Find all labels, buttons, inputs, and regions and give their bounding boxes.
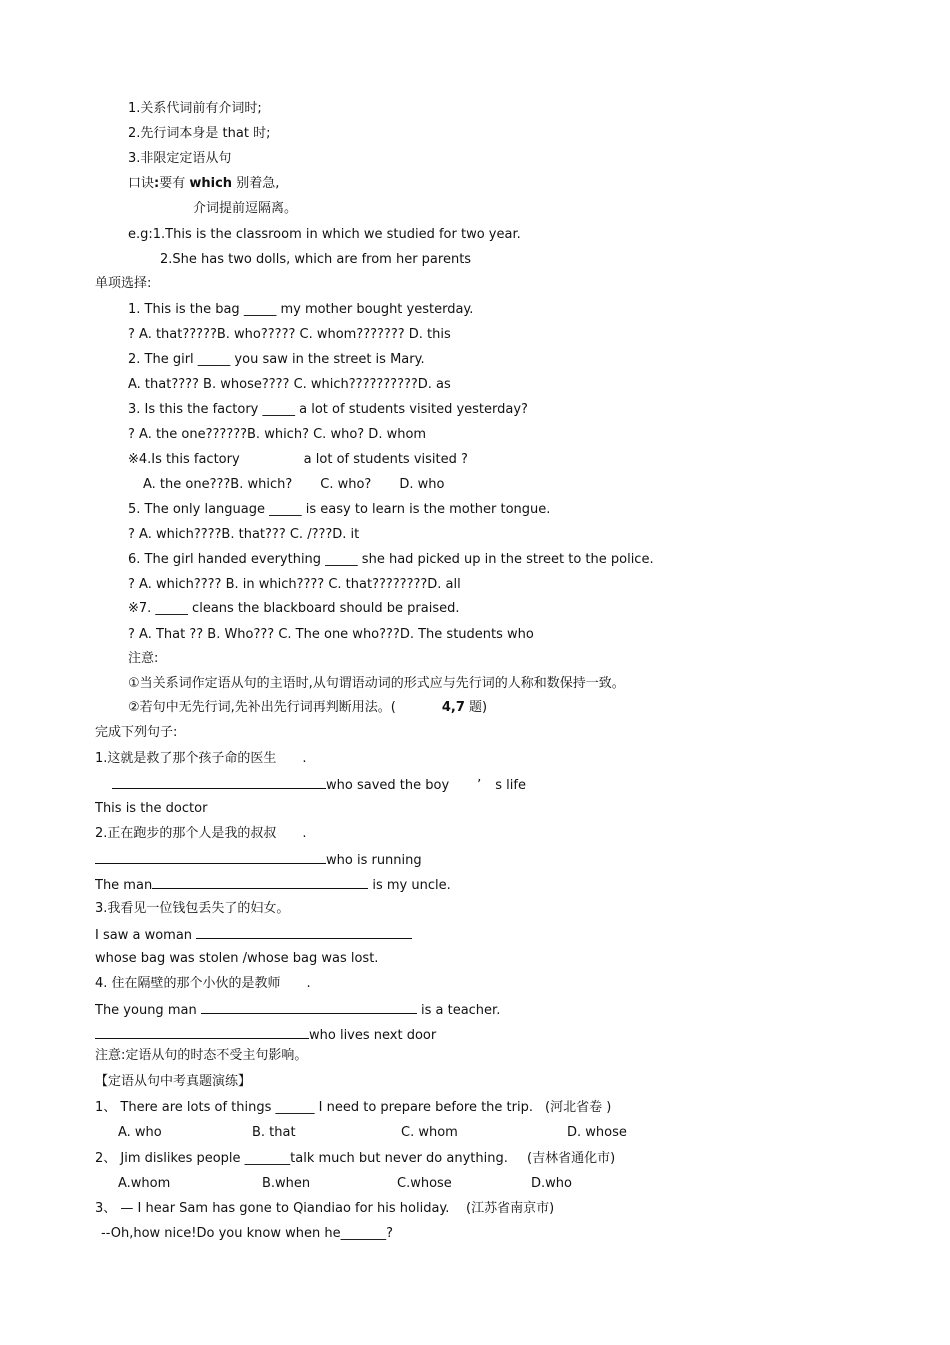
sentence-1-en: This is the doctor <box>95 801 208 816</box>
sentence-2-en-post: is my uncle. <box>372 878 451 893</box>
mc-note-2-text: ②若句中无先行词,先补出先行词再判断用法。( <box>128 700 396 715</box>
mc-question-4-rest: a lot of students visited ? <box>303 452 468 467</box>
mc-option-4-d: D. who <box>399 477 445 492</box>
exam-q1-option-c: C. whom <box>401 1125 458 1140</box>
sentence-1-apostrophe: ’ <box>477 778 482 793</box>
sentence-1-cn <box>95 751 307 767</box>
mnemonic-line-2: 介词提前逗隔离。 <box>193 201 298 216</box>
rule-2: 2.先行词本身是 that 时; <box>128 126 271 141</box>
exam-question-1: 1、 There are lots of things ______ I need to prepare before the trip. <box>95 1100 533 1115</box>
exam-q2-option-a: A.whom <box>118 1176 171 1191</box>
sentence-4-en-post: is a teacher. <box>420 1003 501 1018</box>
mnemonic-word: which <box>189 176 233 191</box>
exam-q2-option-b: B.when <box>262 1176 311 1191</box>
mnemonic-label: 口诀 <box>128 176 155 191</box>
sentence-4-blank-b[interactable] <box>95 1026 309 1039</box>
mc-question-7: ※7. _____ cleans the blackboard should be praised. <box>128 601 460 616</box>
mc-question-4-stem: ※4.Is this factory <box>128 452 240 467</box>
mc-question-6: 6. The girl handed everything _____ she had picked up in the street to the police. <box>128 552 654 567</box>
mc-option-4-c: C. who? <box>320 477 372 492</box>
sentence-4-cn-dot: . <box>306 976 311 991</box>
sentence-4-answer <box>95 1026 436 1044</box>
mnemonic-post: 别着急, <box>236 176 280 191</box>
sentence-3-en <box>95 926 412 944</box>
exam-heading: 【定语从句中考真题演练】 <box>95 1074 252 1089</box>
sentence-4-cn-text: 4. 住在隔壁的那个小伙的是教师 <box>95 976 281 991</box>
exam-q2-option-d: D.who <box>531 1176 572 1191</box>
mc-note-2 <box>128 700 487 716</box>
sentence-1-s-life: s life <box>495 778 526 793</box>
sentence-1-cn-dot: . <box>302 751 307 766</box>
sentence-3-answer: whose bag was stolen /whose bag was lost. <box>95 951 379 966</box>
rule-3: 3.非限定定语从句 <box>128 151 232 166</box>
mc-options-3: ? A. the one??????B. which? C. who? D. whom <box>128 427 427 442</box>
sentence-2-en-pre: The man <box>95 878 153 893</box>
mc-note-2-end: 题) <box>469 700 488 715</box>
mc-note-label: 注意: <box>128 651 159 666</box>
example-2: 2.She has two dolls, which are from her parents <box>160 252 472 267</box>
sentence-2-answer <box>95 851 422 869</box>
exam-question-3-reply: --Oh,how nice!Do you know when he_______? <box>101 1226 393 1241</box>
mc-heading: 单项选择: <box>95 276 152 291</box>
mnemonic-line-1 <box>128 176 279 192</box>
mc-question-5: 5. The only language _____ is easy to learn is the mother tongue. <box>128 502 551 517</box>
mc-question-2: 2. The girl _____ you saw in the street is Mary. <box>128 352 425 367</box>
sentence-4-tail: who lives next door <box>309 1028 437 1043</box>
exam-question-3: 3、 — I hear Sam has gone to Qiandiao for his holiday. <box>95 1201 450 1216</box>
mc-note-2-number: 4,7 <box>441 700 465 715</box>
sentence-2-cn-text: 2.正在跑步的那个人是我的叔叔 <box>95 826 277 841</box>
mc-question-4 <box>128 452 468 468</box>
mc-options-1: ? A. that?????B. who????? C. whom??????? D. this <box>128 327 451 342</box>
exam-q1-option-a: A. who <box>118 1125 162 1140</box>
mc-options-5: ? A. which????B. that??? C. /???D. it <box>128 527 360 542</box>
sentence-3-en-text: I saw a woman <box>95 928 193 943</box>
exam-question-2-source: (吉林省通化市) <box>527 1151 616 1166</box>
sentence-2-cn-dot: . <box>302 826 307 841</box>
sentence-2-blank-a[interactable] <box>95 851 326 864</box>
sentence-4-en <box>95 1001 500 1019</box>
sentence-4-cn <box>95 976 311 992</box>
mc-question-1: 1. This is the bag _____ my mother bought yesterday. <box>128 302 474 317</box>
sentence-1-answer <box>112 776 526 794</box>
mc-options-2: A. that???? B. whose???? C. which??????????D. as <box>128 377 451 392</box>
exam-question-2: 2、 Jim dislikes people _______talk much but never do anything. <box>95 1151 508 1166</box>
sentence-3-blank[interactable] <box>196 926 412 939</box>
complete-note: 注意:定语从句的时态不受主句影响。 <box>95 1048 308 1063</box>
exam-question-3-source: (江苏省南京市) <box>466 1201 555 1216</box>
mnemonic-colon: : <box>154 176 160 191</box>
example-1: e.g:1.This is the classroom in which we studied for two year. <box>128 227 521 242</box>
sentence-1-tail: who saved the boy <box>326 778 450 793</box>
sentence-2-tail: who is running <box>326 853 422 868</box>
mc-option-4-ab: A. the one???B. which? <box>143 477 293 492</box>
exam-q2-option-c: C.whose <box>397 1176 452 1191</box>
sentence-1-cn-text: 1.这就是救了那个孩子命的医生 <box>95 751 277 766</box>
mc-options-7: ? A. That ?? B. Who??? C. The one who???D. The students who <box>128 627 534 642</box>
rule-1: 1.关系代词前有介词时; <box>128 101 262 116</box>
sentence-2-cn <box>95 826 307 842</box>
sentence-4-blank-a[interactable] <box>201 1001 417 1014</box>
complete-heading: 完成下列句子: <box>95 725 178 740</box>
mc-options-6: ? A. which???? B. in which???? C. that????????D. all <box>128 577 461 592</box>
sentence-1-blank[interactable] <box>112 776 326 789</box>
mc-question-3: 3. Is this the factory _____ a lot of students visited yesterday? <box>128 402 528 417</box>
exam-question-1-source: (河北省卷 ) <box>545 1100 612 1115</box>
sentence-4-en-pre: The young man <box>95 1003 197 1018</box>
mc-note-1: ①当关系词作定语从句的主语时,从句谓语动词的形式应与先行词的人称和数保持一致。 <box>128 676 625 691</box>
mc-options-4 <box>143 477 444 493</box>
exam-q1-option-d: D. whose <box>567 1125 627 1140</box>
sentence-2-blank-b[interactable] <box>152 876 368 889</box>
exam-q1-option-b: B. that <box>252 1125 296 1140</box>
mnemonic-pre: 要有 <box>159 176 186 191</box>
sentence-2-en <box>95 876 451 894</box>
sentence-3-cn: 3.我看见一位钱包丢失了的妇女。 <box>95 901 290 916</box>
